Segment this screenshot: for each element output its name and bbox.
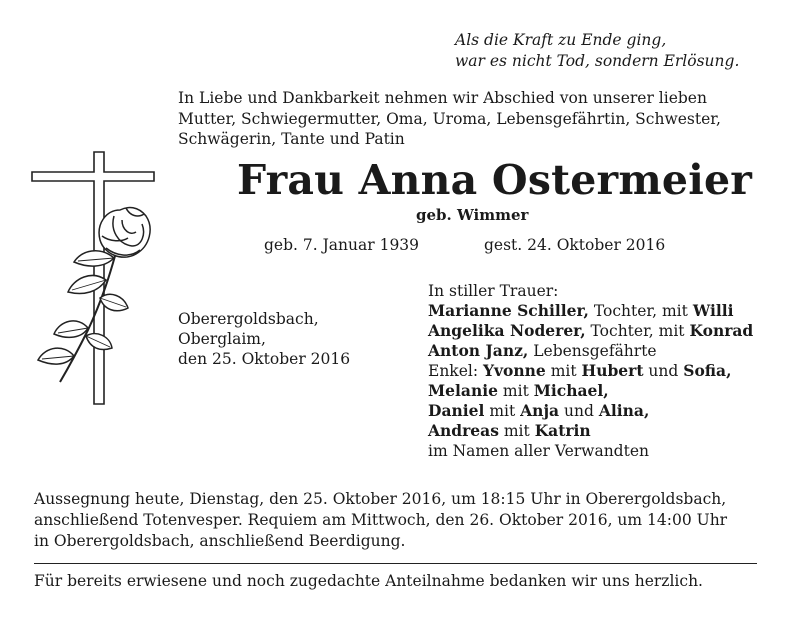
- mourner-row: Daniel mit Anja und Alina,: [428, 401, 650, 420]
- place-line-3: den 25. Oktober 2016: [178, 350, 351, 368]
- intro-line-3: Schwägerin, Tante und Patin: [178, 130, 405, 148]
- intro-line-1: In Liebe und Dankbarkeit nehmen wir Abschied von unserer lieben: [178, 89, 707, 107]
- mourners-closing: im Namen aller Verwandten: [428, 442, 649, 460]
- mourner-name: Daniel: [428, 401, 485, 420]
- mourner-row: Melanie mit Michael,: [428, 381, 609, 400]
- divider: [34, 563, 757, 564]
- mourner-name: Sofia,: [683, 361, 732, 380]
- death-date: gest. 24. Oktober 2016: [484, 236, 666, 254]
- place-line-1: Oberergoldsbach,: [178, 310, 319, 328]
- service-line-2: anschließend Totenvesper. Requiem am Mittwoch, den 26. Oktober 2016, um 14:00 Uhr: [34, 511, 728, 529]
- motto-line-1: Als die Kraft zu Ende ging,: [455, 31, 667, 49]
- mourner-name: Hubert: [581, 361, 644, 380]
- mourner-name: Katrin: [534, 421, 591, 440]
- mourner-name: Melanie: [428, 381, 498, 400]
- mourner-row: Andreas mit Katrin: [428, 421, 591, 440]
- motto-line-2: war es nicht Tod, sondern Erlösung.: [455, 52, 740, 70]
- mourner-name: Anja: [520, 401, 560, 420]
- service-info: [34, 489, 727, 552]
- mourner-name: Konrad: [689, 321, 754, 340]
- mourner-row: Anton Janz, Lebensgefährte: [428, 341, 657, 360]
- mourner-row: Marianne Schiller, Tochter, mit Willi: [428, 301, 734, 320]
- intro-line-2: Mutter, Schwiegermutter, Oma, Uroma, Lebensgefährtin, Schwester,: [178, 109, 721, 128]
- thanks-note: Für bereits erwiesene und noch zugedachte Anteilnahme bedanken wir uns herzlich.: [34, 572, 703, 590]
- mourner-row: Angelika Noderer, Tochter, mit Konrad: [428, 321, 754, 340]
- intro-text: [178, 88, 721, 150]
- service-line-1: Aussegnung heute, Dienstag, den 25. Oktober 2016, um 18:15 Uhr in Oberergoldsbach,: [34, 490, 727, 508]
- mourner-name: Michael,: [533, 381, 609, 400]
- service-line-3: in Oberergoldsbach, anschließend Beerdigung.: [34, 532, 406, 550]
- cross-rose-illustration: [30, 150, 165, 410]
- mourner-name: Yvonne: [482, 361, 546, 380]
- motto: [455, 30, 739, 72]
- mourner-name: Angelika Noderer,: [428, 321, 586, 340]
- mourner-name: Marianne Schiller,: [428, 301, 589, 320]
- deceased-name: Frau Anna Ostermeier: [237, 156, 753, 204]
- mourner-name: Alina,: [598, 401, 650, 420]
- birth-date: geb. 7. Januar 1939: [264, 236, 420, 254]
- mourner-name: Anton Janz,: [428, 341, 529, 360]
- mourner-name: Andreas: [428, 421, 499, 440]
- mourners-heading: In stiller Trauer:: [428, 282, 559, 300]
- place-line-2: Oberglaim,: [178, 330, 266, 348]
- place-date: [178, 309, 350, 369]
- mourner-name: Willi: [692, 301, 734, 320]
- mourner-row: Enkel: Yvonne mit Hubert und Sofia,: [428, 361, 732, 380]
- maiden-name: geb. Wimmer: [416, 206, 529, 224]
- mourners-list: [428, 281, 753, 461]
